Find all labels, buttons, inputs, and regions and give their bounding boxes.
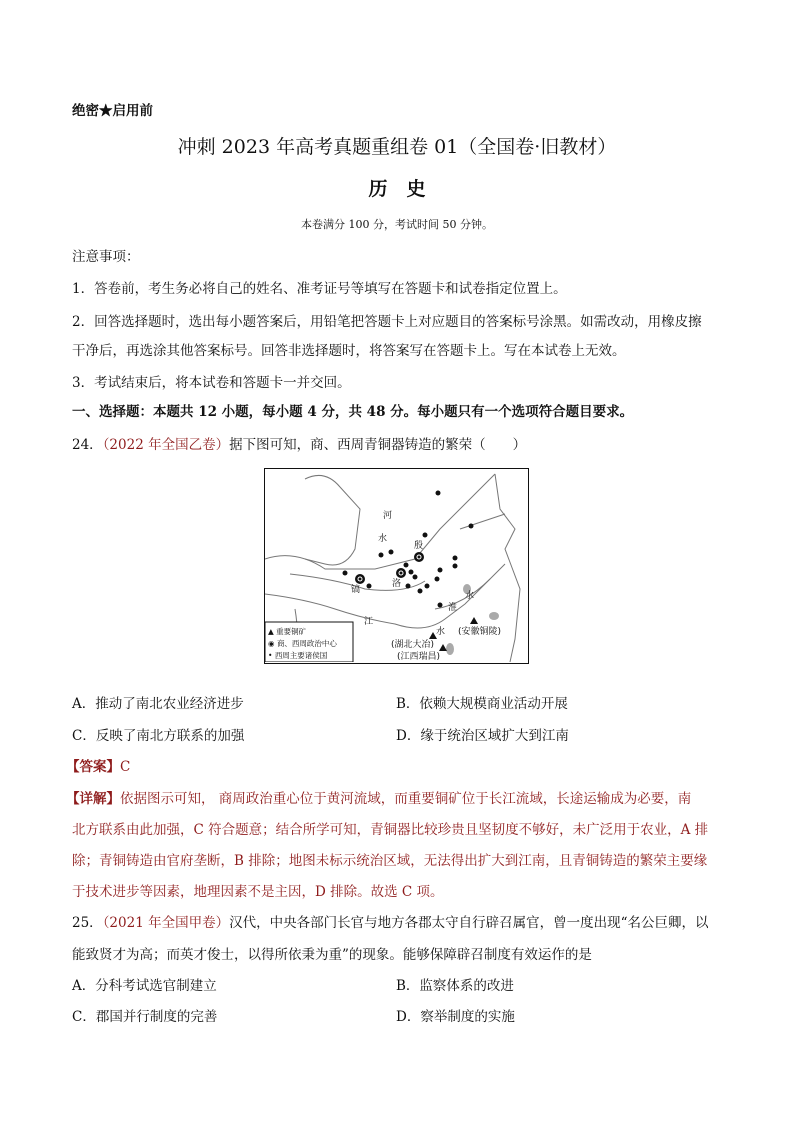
option-c: C．郡国并行制度的完善 <box>72 1009 218 1025</box>
option-d: D．缘于统治区域扩大到江南 <box>396 728 569 744</box>
map-label: (江西瑞昌) <box>397 652 441 662</box>
subject-title: 历 史 <box>368 178 426 200</box>
section-heading: 一、选择题：本题共 12 小题，每小题 4 分，共 48 分。每小题只有一个选项符合题目要求。 <box>72 404 634 420</box>
explanation-line: 于技术进步等因素，地理因素不是主因，D 排除。故选 C 项。 <box>72 884 444 900</box>
map-label: 河 <box>383 511 393 521</box>
map-label: 水 <box>378 534 388 544</box>
map-label: (安徽铜陵) <box>458 627 502 637</box>
question-number: 24． <box>72 437 103 453</box>
explanation-line: 除；青铜铸造由官府垄断，B 排除；地图未标示统治区域，无法得出扩大到江南，且青铜铸造的繁荣主要缘 <box>72 853 708 869</box>
map-label: 殷 <box>414 541 424 551</box>
option-d: D．察举制度的实施 <box>396 1009 515 1025</box>
map-label: 江 <box>364 617 374 627</box>
notice-item: 3．考试结束后，将本试卷和答题卡一并交回。 <box>72 375 351 391</box>
explanation-line: 北方联系由此加强，C 符合题意；结合所学可知，青铜器比较珍贵且坚韧度不够好，未广泛用于农业，A 排 <box>72 822 709 838</box>
answer-value: C <box>120 759 131 775</box>
legend-political-center: ◉ 商、西周政治中心 <box>268 639 337 648</box>
question-text: 据下图可知，商、西周青铜器铸造的繁荣（ ） <box>229 437 527 453</box>
question-24-stem <box>72 436 526 454</box>
question-25-stem <box>72 914 709 932</box>
question-text: 汉代，中央各部门长官与地方各郡太守自行辟召属官，曾一度出现“名公巨卿，以 <box>229 915 709 931</box>
option-a: A．推动了南北农业经济进步 <box>72 696 244 712</box>
bronze-map <box>264 468 529 664</box>
map-label: 镐 <box>351 585 361 595</box>
option-c: C．反映了南北方联系的加强 <box>72 728 245 744</box>
legend-vassal-state: • 西周主要诸侯国 <box>268 651 328 660</box>
question-text: 能致贤才为高；而英才俊士，以得所依秉为重”的现象。能够保障辟召制度有效运作的是 <box>72 947 592 963</box>
answer: 【答案】C <box>66 759 131 775</box>
notice-item: 2．回答选择题时，选出每小题答案后，用铅笔把答题卡上对应题目的答案标号涂黑。如需改动，用橡皮擦 <box>72 314 702 330</box>
page-title: 冲刺 2023 年高考真题重组卷 01（全国卷·旧教材） <box>177 136 617 158</box>
map-label: (湖北大冶) <box>391 640 435 650</box>
secret-label: 绝密★启用前 <box>72 103 153 119</box>
option-b: B．依赖大规模商业活动开展 <box>396 696 568 712</box>
map-label: 水 <box>465 591 475 601</box>
notice-heading: 注意事项： <box>72 249 140 265</box>
legend-copper-mine: ▲ 重要铜矿 <box>268 627 307 636</box>
exam-note: 本卷满分 100 分，考试时间 50 分钟。 <box>301 218 493 231</box>
question-source: （2021 年全国甲卷） <box>102 915 230 931</box>
question-number: 25． <box>72 915 103 931</box>
notice-item: 1．答卷前，考生务必将自己的姓名、准考证号等填写在答题卡和试卷指定位置上。 <box>72 281 567 297</box>
notice-item: 干净后，再选涂其他答案标号。回答非选择题时，将答案写在答题卡上。写在本试卷上无效。 <box>72 343 626 359</box>
option-b: B．监察体系的改进 <box>396 978 514 994</box>
option-a: A．分科考试选官制建立 <box>72 978 217 994</box>
map-label: 水 <box>436 627 446 637</box>
map-label: 淮 <box>448 603 458 613</box>
question-source: （2022 年全国乙卷） <box>102 437 230 453</box>
explanation-line: 【详解】依据图示可知， 商周政治重心位于黄河流域，而重要铜矿位于长江流域，长途运输成为必要，南 <box>66 791 692 807</box>
map-label: 洛 <box>392 579 402 589</box>
